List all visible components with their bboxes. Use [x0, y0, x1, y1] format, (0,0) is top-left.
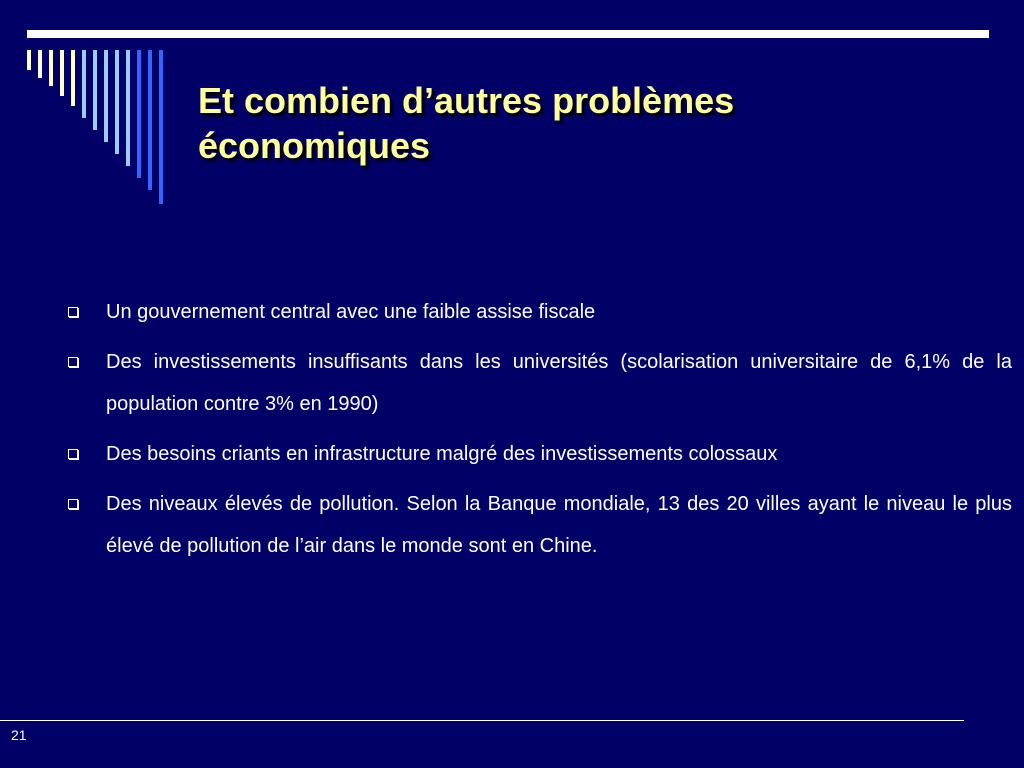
title-line: économiques [198, 125, 431, 166]
stripe [148, 50, 152, 190]
hollow-square-icon [68, 307, 78, 317]
stripe [159, 50, 163, 204]
stripe [137, 50, 141, 178]
bullet-text: Un gouvernement central avec une faible assise fiscale [106, 301, 596, 323]
hollow-square-icon [68, 499, 78, 509]
bullet-item [64, 433, 1012, 475]
bullet-text: Des besoins criants en infrastructure malgré des investissements colossaux [106, 443, 778, 465]
stripe [27, 50, 31, 70]
bullet-list [64, 291, 1012, 575]
decorative-stripes [0, 0, 200, 220]
bullet-item [64, 483, 1012, 567]
stripe [104, 50, 108, 142]
stripe [49, 50, 53, 86]
bullet-text: Des investissements insuffisants dans les universités (scolarisation universitaire de 6,1% de la population contre 3% en 1990) [106, 351, 1012, 415]
slide-number: 21 [11, 727, 27, 743]
stripe [71, 50, 75, 106]
stripe [60, 50, 64, 96]
stripe [126, 50, 130, 166]
stripe [93, 50, 97, 130]
bullet-item [64, 291, 1012, 333]
stripe [115, 50, 119, 154]
hollow-square-icon [68, 357, 78, 367]
footer-rule [0, 720, 964, 721]
bullet-item [64, 341, 1012, 425]
slide-title [198, 78, 978, 168]
bullet-text: Des niveaux élevés de pollution. Selon la Banque mondiale, 13 des 20 villes ayant le niveau le plus élevé de pollution de l’air dans le monde sont en Chine. [106, 493, 1012, 557]
title-line: Et combien d’autres problèmes [198, 80, 735, 121]
stripe [38, 50, 42, 78]
hollow-square-icon [68, 449, 78, 459]
stripe [82, 50, 86, 118]
